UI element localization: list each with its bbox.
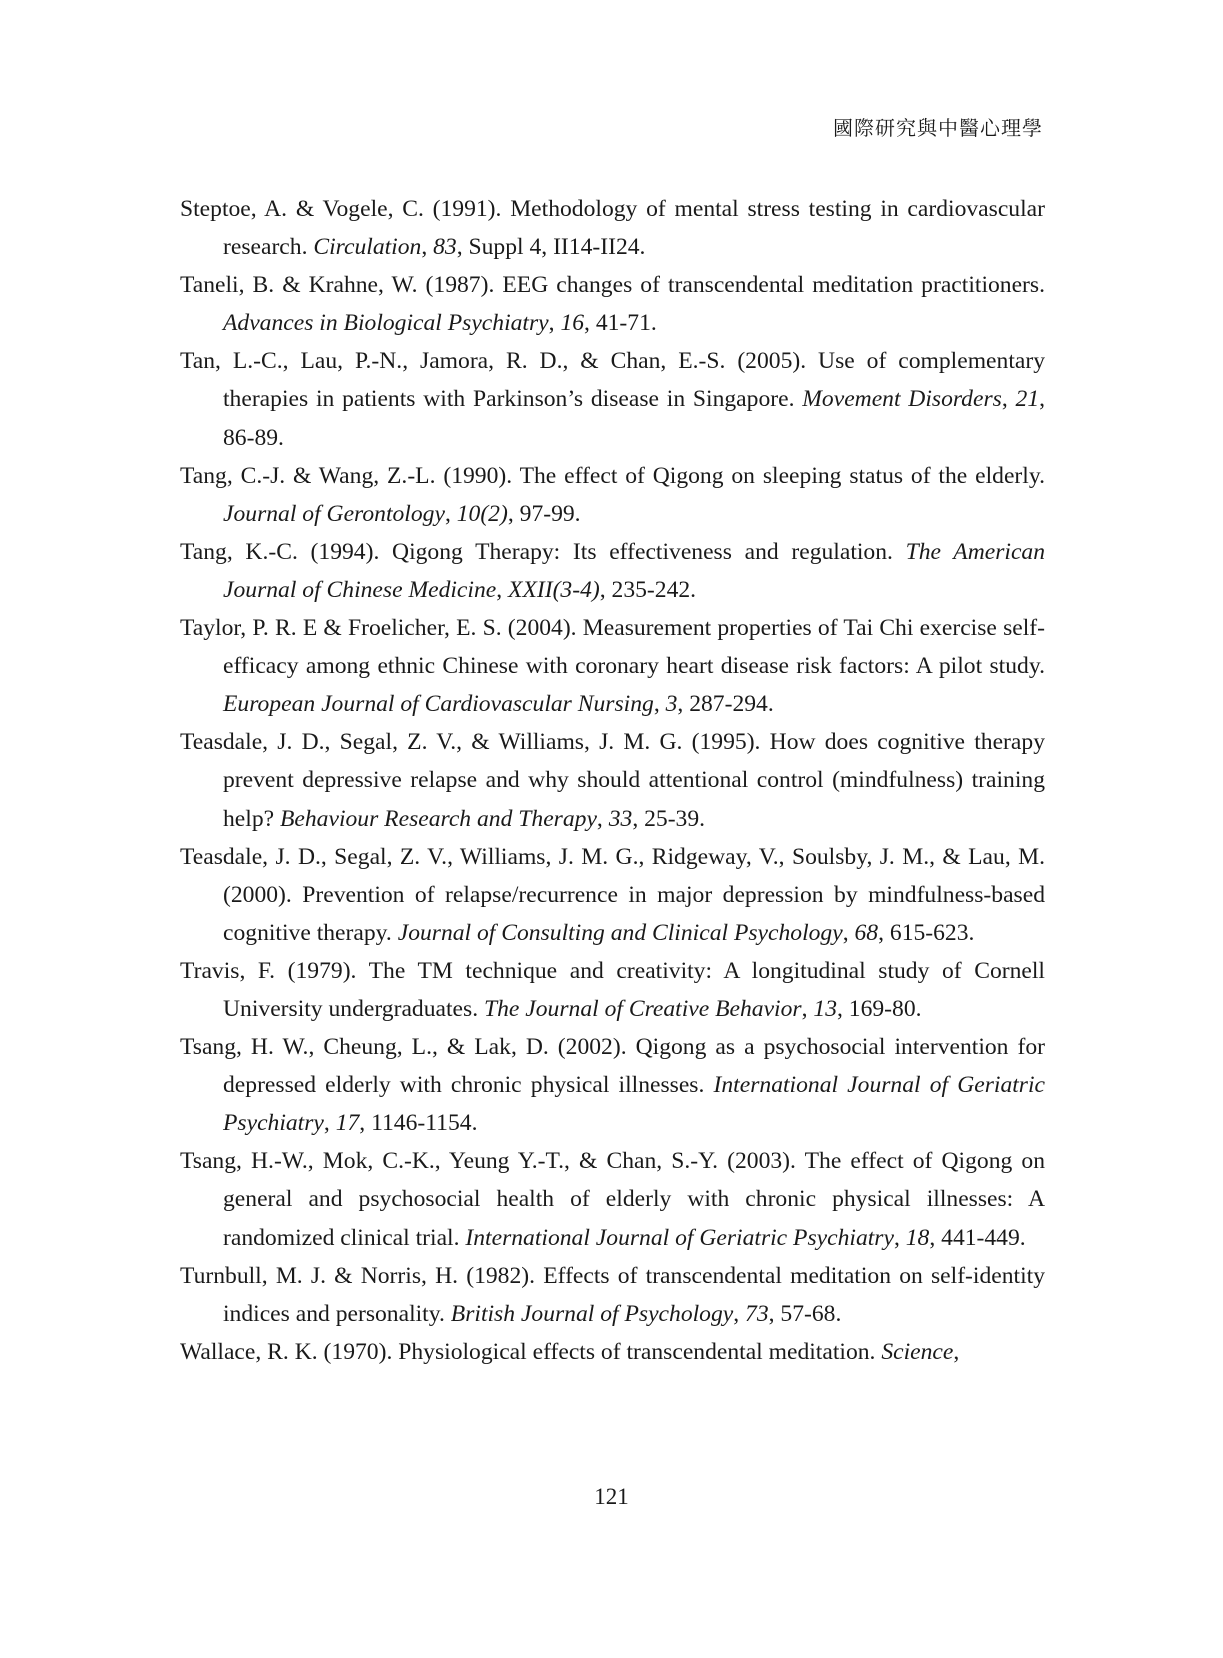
journal-volume: 73 (745, 1300, 769, 1327)
reference-entry: Turnbull, M. J. & Norris, H. (1982). Effects of transcendental meditation on self-identity indices and personality. British Journal of Psychology, 73, 57-68. (180, 1262, 1045, 1327)
reference-text: Tan, L.-C., Lau, P.-N., Jamora, R. D., & Chan, E.-S. (2005). Use of complementary therapies in patients with Parkinson’s disease in Singapore. (180, 348, 1045, 413)
journal-volume: 33 (608, 805, 633, 832)
reference-entry: Teasdale, J. D., Segal, Z. V., Williams, J. M. G., Ridgeway, V., Soulsby, J. M., & Lau, M. (2000). Prevention of relapse/recurrence in major depression by mindfulness-based cognitive therapy. Journal of Consulting and Clinical Psychology, 68, 615-623. (180, 843, 1045, 946)
reference-text: Taylor, P. R. E & Froelicher, E. S. (2004). Measurement properties of Tai Chi exercise self-efficacy among ethnic Chinese with coronary heart disease risk factors: A pilot study. (180, 615, 1045, 680)
reference-pages: , 86-89. (223, 386, 1046, 451)
reference-pages: , Suppl 4, II14-II24. (456, 234, 646, 261)
reference-pages: , 235-242. (599, 576, 697, 603)
reference-pages: , 25-39. (632, 805, 706, 832)
journal-title: Journal of Consulting and Clinical Psychology (397, 919, 843, 946)
journal-title: Science (881, 1338, 954, 1365)
reference-entry: Taneli, B. & Krahne, W. (1987). EEG changes of transcendental meditation practitioners. Advances in Biological Psychiatry, 16, 41-71. (180, 272, 1045, 337)
reference-text: Steptoe, A. & Vogele, C. (1991). Methodology of mental stress testing in cardiovascular research. (180, 196, 1045, 261)
reference-text: Tsang, H.-W., Mok, C.-K., Yeung Y.-T., & Chan, S.-Y. (2003). The effect of Qigong on general and psychosocial health of elderly with chronic physical illnesses: A randomized clinical trial. (180, 1148, 1045, 1251)
journal-title: International Journal of Geriatric Psychiatry (223, 1072, 1046, 1137)
journal-title: The American Journal of Chinese Medicine (223, 538, 1046, 603)
journal-volume: 10(2) (456, 500, 508, 527)
reference-text: Teasdale, J. D., Segal, Z. V., & Williams, J. M. G. (1995). How does cognitive therapy prevent depressive relapse and why should attentional control (mindfulness) training help? (180, 729, 1045, 832)
reference-text: Travis, F. (1979). The TM technique and creativity: A longitudinal study of Cornell University undergraduates. (180, 957, 1045, 1022)
journal-title: Circulation (313, 234, 422, 261)
journal-volume: 16 (560, 310, 585, 337)
reference-pages: , 97-99. (507, 500, 581, 527)
reference-pages: , 441-449. (929, 1224, 1026, 1251)
reference-text: Teasdale, J. D., Segal, Z. V., Williams, J. M. G., Ridgeway, V., Soulsby, J. M., & Lau, M. (2000). Prevention of relapse/recurrence in major depression by mindfulness-based cognitive therapy. (180, 843, 1045, 946)
reference-list (180, 190, 1045, 1371)
reference-pages: , 41-71. (584, 310, 657, 337)
reference-entry: Tang, K.-C. (1994). Qigong Therapy: Its effectiveness and regulation. The American Journal of Chinese Medicine, XXII(3-4), 235-242. (180, 538, 1046, 603)
reference-text: Tsang, H. W., Cheung, L., & Lak, D. (2002). Qigong as a psychosocial intervention for depressed elderly with chronic physical illnesses. (180, 1034, 1045, 1099)
reference-entry: Travis, F. (1979). The TM technique and creativity: A longitudinal study of Cornell University undergraduates. The Journal of Creative Behavior, 13, 169-80. (180, 957, 1045, 1022)
reference-entry: Tsang, H.-W., Mok, C.-K., Yeung Y.-T., & Chan, S.-Y. (2003). The effect of Qigong on general and psychosocial health of elderly with chronic physical illnesses: A randomized clinical trial. International Journal of Geriatric Psychiatry, 18, 441-449. (180, 1148, 1045, 1251)
journal-title: European Journal of Cardiovascular Nursing (223, 691, 654, 718)
page-number: 121 (594, 1484, 629, 1509)
journal-volume: 68 (854, 919, 879, 946)
journal-title: Advances in Biological Psychiatry (223, 310, 549, 337)
reference-text: Wallace, R. K. (1970). Physiological effects of transcendental meditation. (180, 1338, 882, 1365)
journal-volume: 13 (813, 995, 837, 1022)
journal-title: International Journal of Geriatric Psychiatry (465, 1224, 894, 1251)
running-header: 國際研究與中醫心理學 (833, 116, 1043, 140)
reference-text: Tang, K.-C. (1994). Qigong Therapy: Its effectiveness and regulation. (180, 538, 906, 565)
reference-pages: , 57-68. (768, 1300, 842, 1327)
journal-title: British Journal of Psychology (450, 1300, 734, 1327)
journal-volume: 3 (665, 691, 678, 718)
reference-entry: Tan, L.-C., Lau, P.-N., Jamora, R. D., & Chan, E.-S. (2005). Use of complementary therapies in patients with Parkinson’s disease in Singapore. Movement Disorders, 21, 86-89. (180, 348, 1046, 451)
reference-entry: Tang, C.-J. & Wang, Z.-L. (1990). The effect of Qigong on sleeping status of the elderly. Journal of Gerontology, 10(2), 97-99. (180, 462, 1045, 527)
reference-text: Turnbull, M. J. & Norris, H. (1982). Effects of transcendental meditation on self-identity indices and personality. (180, 1262, 1045, 1327)
reference-entry: Tsang, H. W., Cheung, L., & Lak, D. (2002). Qigong as a psychosocial intervention for depressed elderly with chronic physical illnesses. International Journal of Geriatric Psychiatry, 17, 1146-1154. (180, 1034, 1046, 1137)
reference-pages: , 169-80. (836, 995, 922, 1022)
reference-text: Taneli, B. & Krahne, W. (1987). EEG changes of transcendental meditation practitioners. (180, 272, 1045, 299)
journal-title: The Journal of Creative Behavior (484, 995, 802, 1022)
journal-title: Movement Disorders (802, 386, 1002, 413)
reference-pages: , 615-623. (878, 919, 975, 946)
reference-text: Tang, C.-J. & Wang, Z.-L. (1990). The effect of Qigong on sleeping status of the elderly. (180, 462, 1045, 489)
reference-entry: Teasdale, J. D., Segal, Z. V., & Williams, J. M. G. (1995). How does cognitive therapy prevent depressive relapse and why should attentional control (mindfulness) training help? Behaviour Research and Therapy, 33, 25-39. (180, 729, 1045, 832)
journal-title: Behaviour Research and Therapy (280, 805, 597, 832)
journal-volume: 21 (1015, 386, 1040, 413)
reference-pages: , 287-294. (677, 691, 774, 718)
journal-volume: 17 (335, 1110, 360, 1137)
journal-volume: XXII(3-4) (508, 576, 600, 603)
journal-volume: 18 (905, 1224, 930, 1251)
reference-entry: Wallace, R. K. (1970). Physiological effects of transcendental meditation. Science, (180, 1338, 960, 1365)
journal-volume: 83 (433, 234, 457, 261)
journal-title: Journal of Gerontology (223, 500, 445, 527)
reference-pages: , 1146-1154. (359, 1110, 478, 1137)
reference-entry: Steptoe, A. & Vogele, C. (1991). Methodology of mental stress testing in cardiovascular research. Circulation, 83, Suppl 4, II14-II24. (180, 196, 1045, 261)
reference-entry: Taylor, P. R. E & Froelicher, E. S. (2004). Measurement properties of Tai Chi exercise self-efficacy among ethnic Chinese with coronary heart disease risk factors: A pilot study. European Journal of Cardiovascular Nursing, 3, 287-294. (180, 615, 1045, 718)
